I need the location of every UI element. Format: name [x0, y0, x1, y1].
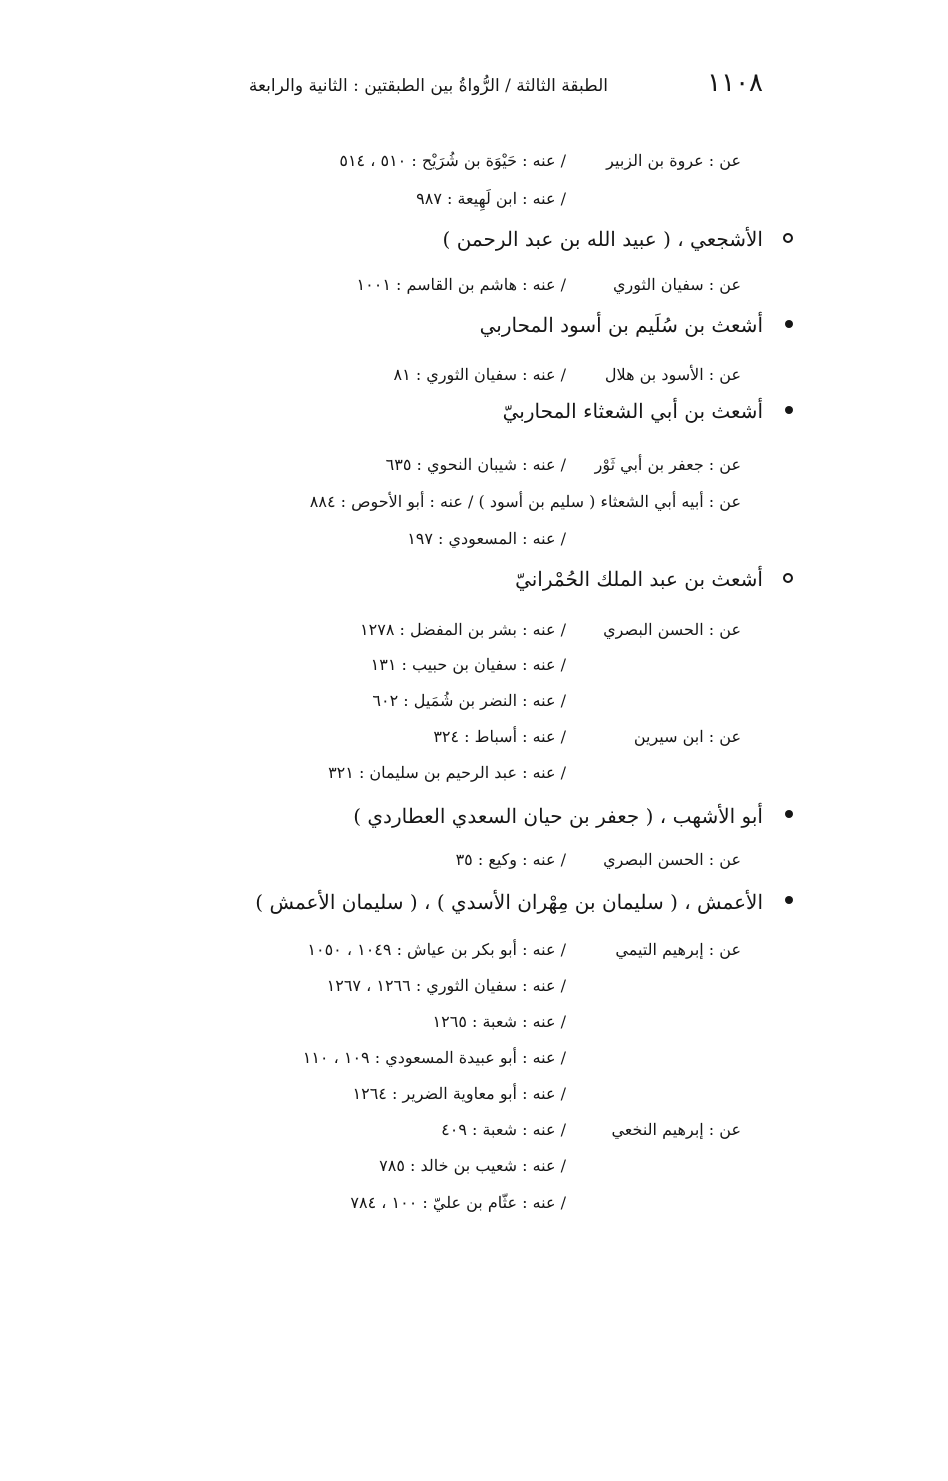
narrator-heading: [0, 562, 948, 596]
narrator-heading: [0, 222, 948, 256]
page-number: ١١٠٨: [707, 68, 763, 98]
narrated-by: / عنه : هاشم بن القاسم : ١٠٠١: [356, 275, 566, 294]
narrator-name: الأشجعي ، ( عبيد الله بن عبد الرحمن ): [442, 227, 763, 251]
narration-row: [0, 722, 948, 752]
narration-row: [0, 845, 948, 875]
narrated-by: / عنه : شعبة : ١٢٦٥: [432, 1012, 566, 1031]
narrator-heading: [0, 394, 948, 428]
narration-row: [0, 184, 948, 214]
narration-row: [0, 758, 948, 788]
narrated-by: / عنه : أبو بكر بن عياش : ١٠٤٩ ، ١٠٥٠: [307, 940, 566, 959]
narrated-by: / عنه : المسعودي : ١٩٧: [407, 529, 566, 548]
narrated-by: / عنه : شيبان النحوي : ٦٣٥: [385, 455, 566, 474]
narrated-from: عن : الأسود بن هلال: [604, 365, 741, 384]
narrated-by: / عنه : وكيع : ٣٥: [455, 850, 566, 869]
narrated-from: عن : سفيان الثوري: [613, 275, 741, 294]
narrated-by: / عنه : شعبة : ٤٠٩: [441, 1120, 566, 1139]
narrated-from: عن : ابن سيرين: [633, 727, 741, 746]
narration-row: [0, 1151, 948, 1181]
narrated-by: / عنه : ابن لَهِيعة : ٩٨٧: [416, 189, 566, 208]
narration-row: [0, 615, 948, 645]
narration-row: [0, 1043, 948, 1073]
narrator-name: أبو الأشهب ، ( جعفر بن حيان السعدي العطاردي ): [353, 804, 763, 828]
narration-row: [0, 971, 948, 1001]
narrated-by: / عنه : شعيب بن خالد : ٧٨٥: [379, 1156, 566, 1175]
narration-row: [0, 450, 948, 480]
narrator-name: أشعث بن أبي الشعثاء المحاربيّ: [502, 399, 763, 423]
narrator-name: أشعث بن عبد الملك الحُمْرانيّ: [515, 567, 763, 591]
narrated-by: / عنه : سفيان الثوري : ٨١: [393, 365, 566, 384]
narration-row: [0, 1115, 948, 1145]
narrated-from: عن : الحسن البصري: [603, 620, 741, 639]
narration-row: [0, 524, 948, 554]
narrated-by: / عنه : سفيان بن حبيب : ١٣١: [370, 655, 566, 674]
narrated-from: عن : عروة بن الزبير: [606, 151, 741, 170]
narrated-from: عن : جعفر بن أبي ثَوْر: [594, 455, 741, 474]
narrated-from: عن : إبرهيم النخعي: [611, 1120, 741, 1139]
narrated-by: / عنه : النضر بن شُمَيل : ٦٠٢: [372, 691, 566, 710]
narration-row: [0, 935, 948, 965]
narrated-from: عن : إبرهيم التيمي: [615, 940, 741, 959]
narrated-by: / عنه : أسباط : ٣٢٤: [433, 727, 566, 746]
narration-row: [0, 650, 948, 680]
page-header: [183, 68, 763, 108]
narration-row: [0, 1079, 948, 1109]
narrated-by: / عنه : حَيْوَة بن شُرَيْح : ٥١٠ ، ٥١٤: [339, 151, 566, 170]
narrator-heading: [0, 885, 948, 919]
narration-row: [0, 1007, 948, 1037]
narrator-name: أشعث بن سُلَيم بن أسود المحاربي: [479, 313, 763, 337]
narrated-by: / عنه : عثّام بن عليّ : ١٠٠ ، ٧٨٤: [350, 1193, 566, 1212]
narration-row: [0, 360, 948, 390]
narration-row: [0, 146, 948, 176]
narrated-by: / عنه : أبو معاوية الضرير : ١٢٦٤: [352, 1084, 566, 1103]
narrated-by: / عنه : سفيان الثوري : ١٢٦٦ ، ١٢٦٧: [326, 976, 566, 995]
narration-row: [0, 1188, 948, 1218]
narrator-heading: [0, 799, 948, 833]
narrated-from: عن : أبيه أبي الشعثاء ( سليم بن أسود ) / عنه : أبو الأحوص : ٨٨٤: [309, 492, 741, 511]
narrated-by: / عنه : عبد الرحيم بن سليمان : ٣٢١: [328, 763, 566, 782]
narration-row: [0, 270, 948, 300]
running-title: الطبقة الثالثة / الرُّواةُ بين الطبقتين : الثانية والرابعة: [248, 76, 608, 96]
narrated-by: / عنه : أبو عبيدة المسعودي : ١٠٩ ، ١١٠: [302, 1048, 566, 1067]
narrator-heading: [0, 308, 948, 342]
narrated-by: / عنه : بشر بن المفضل : ١٢٧٨: [360, 620, 566, 639]
narrated-from: عن : الحسن البصري: [603, 850, 741, 869]
narration-row: [0, 686, 948, 716]
narrator-name: الأعمش ، ( سليمان بن مِهْران الأسدي ) ، ( سليمان الأعمش ): [255, 890, 763, 914]
narration-row: [0, 487, 948, 517]
